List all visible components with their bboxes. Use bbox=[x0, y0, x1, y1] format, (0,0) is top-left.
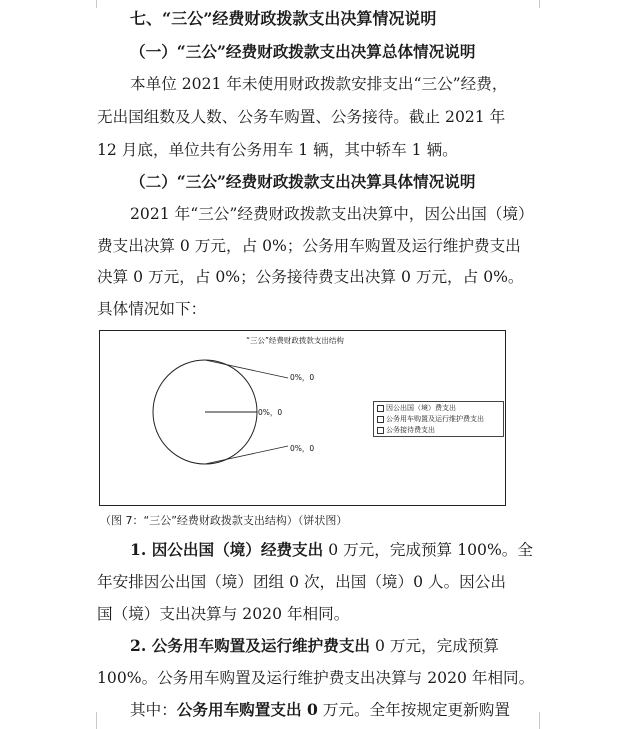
data-label-foreign-travel: 0%，0 bbox=[290, 373, 315, 382]
paragraph-detail-line-2: 费支出决算 0 万元，占 0%；公务用车购置及运行维护费支出 bbox=[97, 237, 521, 255]
chart-title: “三公”经费财政拨款支出结构 bbox=[246, 336, 344, 345]
section-1-line-2: 年安排因公出国（境）团组 0 次，出国（境）0 人。因公出 bbox=[97, 573, 506, 591]
paragraph-detail-line-4: 具体情况如下： bbox=[97, 300, 207, 318]
paragraph-detail-line-3: 决算 0 万元，占 0%；公务接待费支出决算 0 万元，占 0%。 bbox=[97, 268, 524, 286]
subsection-heading-overall: （一）“三公”经费财政拨款支出决算总体情况说明 bbox=[130, 42, 476, 61]
legend-item-reception bbox=[377, 425, 503, 436]
section-3-text: 万元。全年按规定更新购置 bbox=[317, 701, 510, 719]
data-label-vehicle: 0%，0 bbox=[258, 408, 283, 417]
chart-legend bbox=[373, 401, 504, 437]
legend-swatch bbox=[377, 416, 384, 423]
crop-mark-bottom-right bbox=[539, 712, 550, 729]
legend-item-vehicle bbox=[377, 414, 503, 425]
data-label-reception: 0%，0 bbox=[290, 444, 315, 453]
paragraph-overall-line-2: 无出国组数及人数、公务车购置、公务接待。截止 2021 年 bbox=[97, 108, 506, 126]
legend-swatch bbox=[377, 427, 384, 434]
pie-chart bbox=[99, 330, 506, 506]
crop-mark-top-left bbox=[86, 0, 97, 8]
figure-caption: （图 7：“三公”经费财政拨款支出结构）（饼状图） bbox=[100, 514, 348, 527]
legend-label: 因公出国（境）费支出 bbox=[386, 404, 456, 412]
section-2-text: 0 万元，完成预算 bbox=[370, 637, 500, 655]
paragraph-overall-line-1: 本单位 2021 年未使用财政拨款安排支出“三公”经费， bbox=[130, 75, 508, 93]
section-1-line-1 bbox=[130, 540, 533, 560]
crop-mark-top-right bbox=[539, 0, 550, 8]
legend-label: 公务用车购置及运行维护费支出 bbox=[386, 415, 484, 423]
section-heading: 七、“三公”经费财政拨款支出决算情况说明 bbox=[130, 9, 437, 28]
legend-label: 公务接待费支出 bbox=[386, 426, 435, 434]
paragraph-overall-line-3: 12 月底，单位共有公务用车 1 辆，其中轿车 1 辆。 bbox=[97, 141, 458, 159]
section-1-text: 0 万元，完成预算 100%。全 bbox=[323, 541, 533, 559]
section-2-line-2: 100%。公务用车购置及运行维护费支出决算与 2020 年相同。 bbox=[97, 669, 535, 687]
section-2-title: 2. 公务用车购置及运行维护费支出 bbox=[130, 636, 371, 655]
section-3-line-1 bbox=[130, 700, 510, 720]
crop-mark-bottom-left bbox=[86, 712, 97, 729]
paragraph-detail-line-1: 2021 年“三公”经费财政拨款支出决算中，因公出国（境） bbox=[130, 205, 534, 223]
subsection-heading-detail: （二）“三公”经费财政拨款支出决算具体情况说明 bbox=[130, 172, 476, 191]
section-3-title: 公务用车购置支出 0 bbox=[176, 700, 318, 719]
section-1-title: 1. 因公出国（境）经费支出 bbox=[130, 540, 324, 559]
legend-item-foreign-travel bbox=[377, 403, 503, 414]
legend-swatch bbox=[377, 405, 384, 412]
section-1-line-3: 国（境）支出决算与 2020 年相同。 bbox=[97, 605, 350, 623]
section-2-line-1 bbox=[130, 636, 499, 656]
section-3-lead: 其中： bbox=[130, 701, 177, 719]
